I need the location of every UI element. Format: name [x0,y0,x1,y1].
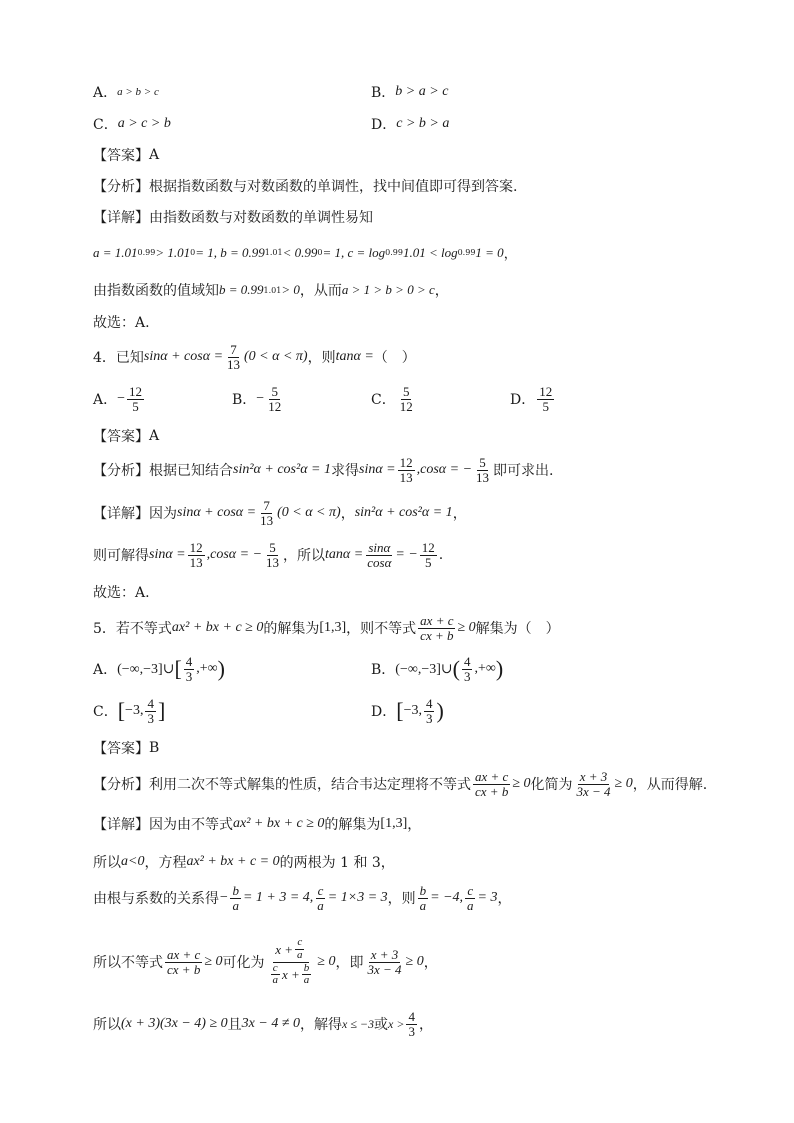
text: 则可解得 [93,548,149,564]
numerator: x + 3 [579,768,608,784]
math-segment: a > 1 > b > 0 > c [341,282,435,297]
numerator [273,937,308,962]
text: 因为由不等式 [149,817,233,833]
numerator: b [303,961,310,974]
numerator: sinα [368,539,391,555]
option-label: A． [93,392,118,408]
math-segment: sin²α + cos²α = 1 [354,505,453,520]
exponent: 1.01 [264,248,283,257]
numerator: ax + c [475,768,509,784]
math-segment: (x + 3)(3x − 4) ≥ 0 [121,1016,228,1031]
numerator: 5 [402,383,410,399]
fraction [258,499,275,527]
denominator: 5 [542,398,549,414]
sign: − [117,391,126,406]
text: （ ） [373,350,416,366]
denominator: 5 [132,398,139,414]
option-label: C． [93,117,118,133]
fraction [295,937,305,961]
punct: ， [434,283,449,299]
math-segment: − [219,890,229,905]
denominator: 3 [425,710,433,726]
q3-detail [93,207,373,227]
math-segment: 1 = 0 [475,244,504,260]
numerator: 12 [129,383,143,399]
answer-value: A [149,147,160,163]
math-segment: ax² + bx + c ≥ 0 [171,620,264,635]
numerator: 12 [539,383,553,399]
fraction [271,963,281,987]
q4-option-b [232,382,285,416]
fraction [188,541,205,569]
fraction [420,541,437,569]
option-label: D． [510,392,536,408]
math-segment: 1.01 < log [402,244,458,260]
text: ， [418,1017,433,1033]
math-segment: [1,3] [319,620,347,635]
q5-option-a [93,650,225,688]
math-segment: sinα + cosα = [177,505,257,520]
fraction [465,884,476,912]
denominator: cx + b [420,627,454,643]
text: 由指数函数的值域知 [93,283,219,299]
detail-tag: 【详解】 [93,817,149,833]
choose-text: 故选：A. [93,585,150,601]
subscript: 0.99 [457,248,476,257]
q5-analysis [93,766,707,802]
denominator: 13 [189,554,203,570]
right-paren-icon: ) [436,698,444,723]
fraction [264,541,281,569]
denominator: 13 [476,469,490,485]
left-paren-icon: ( [452,656,460,681]
math-segment: −3, [403,703,422,718]
text: 或 [374,1017,389,1033]
text: 可化为 [222,955,265,971]
text: ，从而 [299,283,342,299]
numerator: b [232,882,239,898]
math-segment: x + [275,941,294,957]
fraction [398,456,415,484]
right-bracket-icon: ] [157,698,166,723]
text: 由根与系数的关系得 [93,891,219,907]
text: 的两根为 1 和 3， [279,855,395,871]
text: 5．若不等式 [93,621,172,637]
math-segment: ax² + bx + c ≥ 0 [233,816,325,831]
q4-option-d [510,382,556,416]
choose-text: 故选：A. [93,315,150,331]
numerator: 12 [189,539,203,555]
option-label: B． [371,85,396,101]
numerator: 5 [269,539,276,555]
denominator: 3 [408,1023,415,1039]
math-segment: = − [395,547,418,562]
numerator: 4 [463,653,471,669]
q3-range-line [93,280,449,300]
exponent: 0.99 [137,248,156,257]
q3-answer [93,145,159,165]
denominator: 5 [425,554,432,570]
punct: ， [503,247,517,262]
analysis-tag: 【分析】 [93,179,149,195]
text: ，即 [335,955,364,971]
q5-simplify-line [93,930,438,994]
q5-option-d [371,692,444,730]
detail-tag: 【详解】 [93,210,149,226]
math-segment: tanα = [325,547,364,562]
fraction [462,655,473,683]
text: ，则 [307,350,336,366]
subscript: 0.99 [385,248,403,257]
numerator: 12 [421,539,435,555]
math-segment: sinα = [359,462,396,477]
fraction [266,385,283,413]
math-segment: x > [388,1016,405,1031]
math-segment: = 1×3 = 3 [327,890,388,905]
fraction [473,770,510,798]
numerator: 7 [230,341,237,357]
q4-stem [93,340,416,374]
option-math: b > a > c [395,84,449,99]
fraction [398,385,415,413]
denominator [267,963,316,987]
option-label: C． [371,392,396,408]
numerator: 4 [147,695,154,711]
text: ，所以 [283,548,326,564]
detail-tag: 【详解】 [93,506,149,522]
math-segment: sinα + cosα = [143,349,224,364]
text: 所以 [93,1017,121,1033]
text: ，则不等式 [346,621,417,637]
q3-option-d [371,114,449,134]
math-segment: = 1, c = log [322,244,386,260]
q3-derivation-line [93,243,517,262]
text: 的解集为 [324,817,381,833]
text: ， [497,891,512,907]
denominator: 3 [185,668,193,684]
math-segment: ≥ 0 [204,954,223,969]
text: 化简为 [530,777,573,793]
math-segment: x + [282,966,300,982]
math-segment: ,+∞ [474,661,496,676]
fraction [365,948,403,976]
fraction [575,770,613,798]
numerator: 12 [399,454,413,470]
fraction [474,456,491,484]
q5-solve-line [93,1006,433,1042]
denominator: 13 [266,554,280,570]
q4-option-c [371,382,417,416]
text: 根据已知结合 [149,463,233,479]
numerator: c [297,936,303,949]
numerator: 4 [425,695,433,711]
option-math: a > c > b [117,116,171,131]
fraction [365,541,393,569]
exponent: 1.01 [263,285,282,295]
math-segment: = −4, [430,890,464,905]
text: ，从而得解. [632,777,708,793]
option-label: C． [93,704,118,720]
text: ， [452,506,467,522]
math-segment: a<0 [121,854,145,869]
fraction [165,948,202,976]
analysis-tag: 【分析】 [93,463,149,479]
fraction [418,614,455,642]
math-segment: (−∞,−3]∪ [117,661,175,677]
sign: − [256,391,265,406]
text: 利用二次不等式解集的性质，结合韦达定理将不等式 [149,777,471,793]
text: 且 [227,1017,242,1033]
math-segment: (0 < α < π) [244,349,308,364]
exponent: 0 [317,248,323,257]
fraction [145,697,156,725]
q3-option-c [93,114,171,134]
math-segment: sin²α + cos²α = 1 [233,462,331,477]
math-segment: 3x − 4 ≠ 0 [241,1016,301,1031]
math-segment: < 0.99 [282,244,318,260]
text: 求得 [331,463,359,479]
text: 所以不等式 [93,955,163,971]
numerator: ax + c [167,946,201,962]
analysis-text: 根据指数函数与对数函数的单调性，找中间值即可得到答案. [149,179,518,195]
text: ，解得 [300,1017,343,1033]
numerator: 5 [271,383,278,399]
option-math: a > b > c [117,86,159,98]
q3-option-a [93,82,159,102]
numerator: c [467,882,474,898]
left-bracket-icon: [ [117,698,126,723]
math-segment: > 0 [281,282,300,297]
fraction [184,655,195,683]
option-label: D． [371,117,397,133]
q4-analysis [93,452,554,488]
text: 解集为（ ） [475,621,560,637]
numerator: x + 3 [370,946,399,962]
answer-value: B [149,740,160,756]
math-segment: sinα = [149,547,186,562]
math-segment: ≥ 0 [405,954,424,969]
text: ， [423,955,438,971]
math-segment: ,cosα = − [416,462,473,477]
math-segment: ≥ 0 [317,954,336,969]
answer-tag: 【答案】 [93,741,149,757]
text: . [438,547,444,563]
denominator: a [419,897,427,913]
math-segment: x ≤ −3 [342,1016,375,1031]
answer-value: A [149,428,160,444]
math-segment: (0 < α < π) [277,505,341,520]
math-segment: = 3 [477,890,498,905]
text: 4．已知 [93,350,144,366]
option-label: B． [371,662,396,678]
math-segment: > 1.01 [155,244,191,260]
option-label: B． [232,392,257,408]
answer-tag: 【答案】 [93,429,149,445]
fraction [406,1010,417,1038]
math-segment: (−∞,−3]∪ [395,661,453,677]
denominator: cosα [367,554,392,570]
text: 因为 [149,506,177,522]
math-segment: ≥ 0 [512,776,531,791]
denominator: 3 [463,668,471,684]
denominator: a [303,974,310,987]
option-label: D． [371,704,397,720]
math-segment: −3, [125,703,144,718]
text: ，则 [387,891,416,907]
denominator: a [232,897,239,913]
numerator: 7 [263,497,270,513]
math-segment: ≥ 0 [457,620,476,635]
q5-stem [93,610,560,646]
q4-solution-line [93,537,443,573]
math-segment: b = 0.99 [219,282,264,297]
fraction [418,884,429,912]
numerator: 4 [185,653,193,669]
math-segment: ≥ 0 [614,776,633,791]
numerator: ax + c [420,612,454,628]
left-bracket-icon: [ [174,656,182,681]
q5-detail [93,814,421,834]
detail-text: 由指数函数与对数函数的单调性易知 [149,210,373,226]
analysis-tag: 【分析】 [93,777,149,793]
denominator: a [272,974,278,987]
numerator: 5 [479,454,486,470]
fraction [424,697,435,725]
complex-fraction [267,937,316,986]
q5-option-b [371,650,503,688]
q5-roots-line [93,852,395,872]
math-segment: = 1, b = 0.99 [195,244,265,260]
denominator: 13 [399,469,413,485]
denominator: cx + b [167,961,201,977]
math-segment: a = 1.01 [93,244,138,260]
answer-tag: 【答案】 [93,148,149,164]
numerator: c [317,882,324,898]
right-paren-icon: ) [217,656,225,681]
q5-vieta-line [93,880,512,916]
denominator: a [317,897,324,913]
q3-analysis [93,176,517,196]
q4-detail [93,495,467,531]
text: ， [340,506,355,522]
math-segment: tanα = [335,349,374,364]
text: ，方程 [144,855,187,871]
q3-option-b [371,82,448,102]
math-segment: ,+∞ [196,661,218,676]
numerator: c [272,961,278,974]
option-label: A． [93,662,118,678]
fraction [315,884,326,912]
text: 的解集为 [263,621,320,637]
math-segment: [1,3] [380,816,408,831]
math-segment: ax² + bx + c = 0 [186,854,280,869]
denominator: 12 [268,398,282,414]
denominator: a [467,897,474,913]
left-bracket-icon: [ [396,698,404,723]
denominator: 3x − 4 [576,783,611,799]
option-label: A． [93,85,118,101]
math-segment: ,cosα = − [206,547,263,562]
denominator: cx + b [475,783,509,799]
denominator: 12 [399,398,413,414]
q3-choose [93,312,150,332]
q4-option-a [93,382,146,416]
text: ， [407,817,422,833]
q4-choose [93,582,150,602]
q5-answer [93,738,159,758]
right-paren-icon: ) [495,656,504,681]
fraction [127,385,144,413]
fraction [225,343,242,371]
exponent: 0 [190,248,196,257]
q4-answer [93,426,159,446]
math-segment: = 1 + 3 = 4, [242,890,314,905]
q5-option-c [93,692,165,730]
denominator: 13 [227,356,241,372]
denominator: 3 [147,710,154,726]
text: 所以 [93,855,121,871]
denominator: 13 [260,512,274,528]
fraction [230,884,241,912]
numerator: b [419,882,427,898]
text: 即可求出. [493,463,554,479]
option-math: c > b > a [396,116,450,131]
fraction [537,385,554,413]
denominator: 3x − 4 [367,961,402,977]
denominator: a [297,948,303,961]
fraction [302,963,312,987]
numerator: 4 [408,1008,415,1024]
